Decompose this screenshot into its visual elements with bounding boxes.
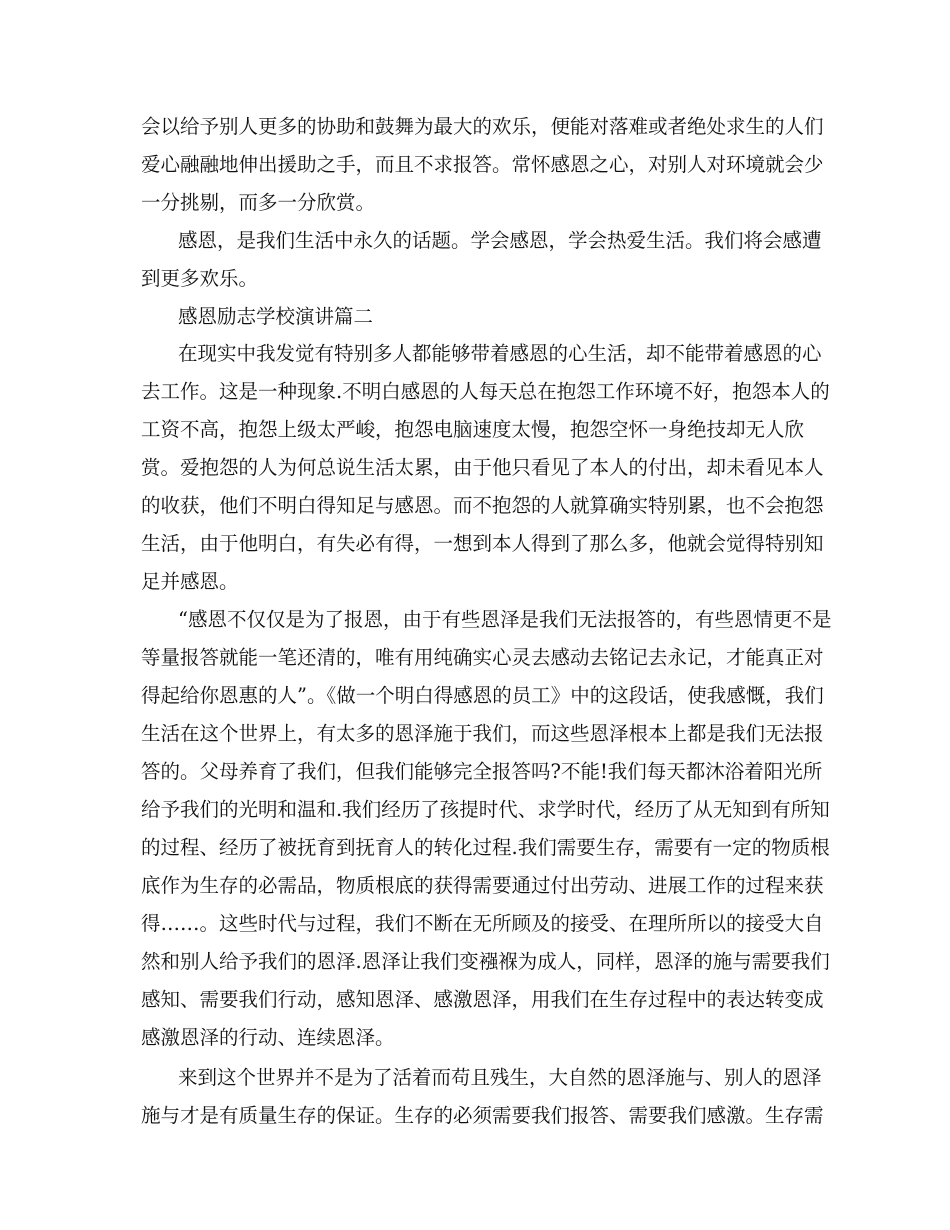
section-heading: 感恩励志学校演讲篇二	[178, 305, 374, 328]
paragraph-line: 去工作。这是一种现象.不明白感恩的人每天总在抱怨工作环境不好，抱怨本人的	[141, 380, 830, 403]
paragraph-line: 得起给你恩惠的人”。《做一个明白得感恩的员工》中的这段话，使我感慨，我们	[141, 684, 824, 707]
paragraph-line: 给予我们的光明和温和.我们经历了孩提时代、求学时代，经历了从无知到有所知	[141, 798, 830, 821]
paragraph-line: 赏。爱抱怨的人为何总说生活太累，由于他只看见了本人的付出，却未看见本人	[141, 456, 824, 479]
paragraph-line: 足并感恩。	[141, 570, 239, 593]
paragraph-line: 工资不高，抱怨上级太严峻，抱怨电脑速度太慢，抱怨空怀一身绝技却无人欣	[141, 418, 805, 441]
paragraph-line: 得……。这些时代与过程，我们不断在无所顾及的接受、在理所所以的接受大自	[141, 912, 824, 935]
paragraph-line: 到更多欢乐。	[141, 267, 259, 290]
paragraph-line: 感知、需要我们行动，感知恩泽、感激恩泽，用我们在生存过程中的表达转变成	[141, 988, 824, 1011]
paragraph-line: 来到这个世界并不是为了活着而苟且残生，大自然的恩泽施与、别人的恩泽	[178, 1066, 822, 1089]
paragraph-line: 一分挑剔，而多一分欣赏。	[141, 191, 376, 214]
paragraph-line: 爱心融融地伸出援助之手，而且不求报答。常怀感恩之心，对别人对环境就会少	[141, 153, 824, 176]
paragraph-line: 施与才是有质量生存的保证。生存的必须需要我们报答、需要我们感激。生存需	[141, 1104, 824, 1127]
paragraph-line: 底作为生存的必需品，物质根底的获得需要通过付出劳动、进展工作的过程来获	[141, 874, 824, 897]
paragraph-line: 答的。父母养育了我们，但我们能够完全报答吗?不能!我们每天都沐浴着阳光所	[141, 760, 823, 783]
paragraph-line: 然和别人给予我们的恩泽.恩泽让我们变襁褓为成人，同样，恩泽的施与需要我们	[141, 950, 830, 973]
paragraph-line: 的过程、经历了被抚育到抚育人的转化过程.我们需要生存，需要有一定的物质根	[141, 836, 830, 859]
paragraph-line: 会以给予别人更多的协助和鼓舞为最大的欢乐，便能对落难或者绝处求生的人们	[141, 115, 824, 138]
paragraph-line: 感激恩泽的行动、连续恩泽。	[141, 1026, 395, 1049]
paragraph-line: 生活在这个世界上，有太多的恩泽施于我们，而这些恩泽根本上都是我们无法报	[141, 722, 824, 745]
paragraph-line: 感恩，是我们生活中永久的话题。学会感恩，学会热爱生活。我们将会感遭	[178, 229, 822, 252]
paragraph-line: “感恩不仅仅是为了报恩，由于有些恩泽是我们无法报答的，有些恩情更不是	[178, 608, 832, 631]
paragraph-line: 生活，由于他明白，有失必有得，一想到本人得到了那么多，他就会觉得特别知	[141, 532, 824, 555]
paragraph-line: 等量报答就能一笔还清的，唯有用纯确实心灵去感动去铭记去永记，才能真正对	[141, 646, 824, 669]
paragraph-line: 在现实中我发觉有特别多人都能够带着感恩的心生活，却不能带着感恩的心	[178, 342, 822, 365]
paragraph-line: 的收获，他们不明白得知足与感恩。而不抱怨的人就算确实特别累，也不会抱怨	[141, 494, 824, 517]
